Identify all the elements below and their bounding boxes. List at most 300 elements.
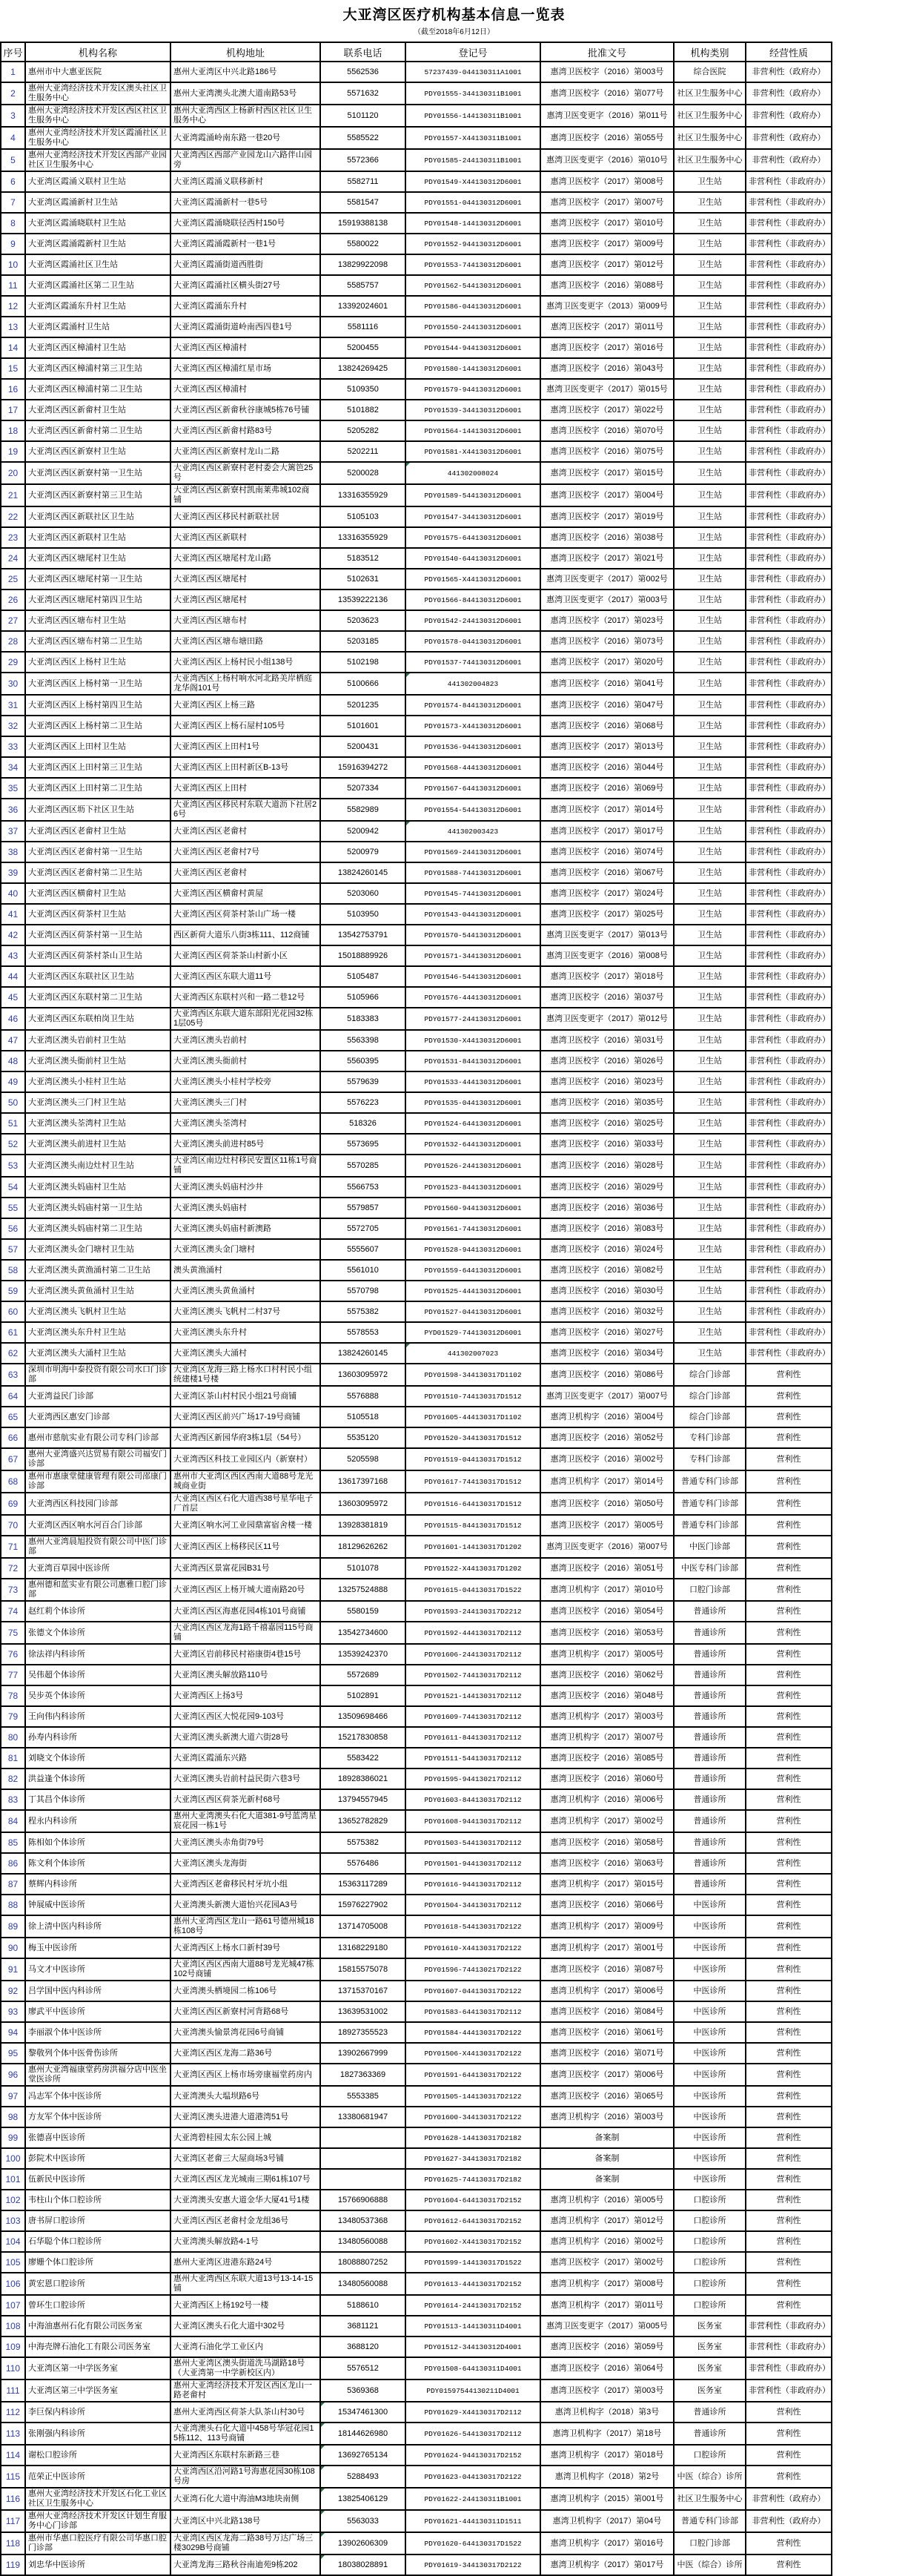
- cell-approval-no[interactable]: 惠湾卫医校字（2016）第083号: [540, 1218, 674, 1239]
- cell-category[interactable]: 专科门诊部: [674, 1427, 746, 1448]
- cell-category[interactable]: 口腔诊所: [674, 2190, 746, 2210]
- cell-institution-name[interactable]: 大亚湾区西区新畲村卫生站: [25, 400, 170, 420]
- cell-ownership[interactable]: 非营利性（非政府办）: [746, 420, 832, 441]
- cell-registration-no[interactable]: PDY01552-944130312D6001: [405, 234, 540, 254]
- cell-serial[interactable]: 23: [1, 527, 25, 548]
- cell-phone[interactable]: 5100666: [320, 673, 405, 695]
- cell-ownership[interactable]: 营利性: [746, 1407, 832, 1427]
- cell-address[interactable]: 大亚湾区西区新联村: [170, 527, 320, 548]
- cell-registration-no[interactable]: PDY01609-744130317D2112: [405, 1706, 540, 1727]
- cell-serial[interactable]: 12: [1, 296, 25, 317]
- cell-category[interactable]: 综合医院: [674, 62, 746, 82]
- cell-address[interactable]: 澳头黄渔涌村: [170, 1260, 320, 1281]
- cell-institution-name[interactable]: 孙寿内科诊所: [25, 1727, 170, 1748]
- cell-serial[interactable]: 104: [1, 2231, 25, 2252]
- cell-category[interactable]: 卫生站: [674, 213, 746, 234]
- cell-serial[interactable]: 44: [1, 966, 25, 987]
- cell-address[interactable]: 大亚湾区西区大悦花园9-103号: [170, 1706, 320, 1727]
- cell-phone[interactable]: 5562536: [320, 62, 405, 82]
- cell-institution-name[interactable]: 大亚湾区西区上田村第二卫生站: [25, 778, 170, 799]
- cell-serial[interactable]: 8: [1, 213, 25, 234]
- cell-institution-name[interactable]: 李巨保内科诊所: [25, 2402, 170, 2423]
- cell-registration-no[interactable]: PDY01577-244130312D6001: [405, 1008, 540, 1030]
- cell-phone[interactable]: 18927355523: [320, 2022, 405, 2043]
- cell-phone[interactable]: 5101078: [320, 1558, 405, 1579]
- cell-address[interactable]: 大亚湾区西区塘布塘田路: [170, 631, 320, 652]
- cell-serial[interactable]: 98: [1, 2107, 25, 2127]
- cell-approval-no[interactable]: 惠湾卫医校字（2017）第015号: [540, 462, 674, 484]
- cell-institution-name[interactable]: 大亚湾区西区塘尾村第四卫生站: [25, 589, 170, 610]
- cell-registration-no[interactable]: PDY01574-844130312D6001: [405, 695, 540, 716]
- cell-approval-no[interactable]: 惠湾卫机构字（2018）第2号: [540, 2466, 674, 2488]
- cell-category[interactable]: 社区卫生服务中心: [674, 105, 746, 127]
- cell-registration-no[interactable]: PDY01521-144130317D2112: [405, 1685, 540, 1706]
- cell-ownership[interactable]: 非营利性（非政府办）: [746, 1239, 832, 1260]
- cell-institution-name[interactable]: 大亚湾区霞涌东升村卫生站: [25, 296, 170, 317]
- cell-institution-name[interactable]: 大亚湾区西区塘尾村卫生站: [25, 548, 170, 569]
- cell-address[interactable]: 大亚湾区霞涌东兴路: [170, 1748, 320, 1768]
- cell-serial[interactable]: 62: [1, 1343, 25, 1364]
- cell-address[interactable]: 大亚湾区西区荷茶村茶山广场一楼: [170, 904, 320, 925]
- cell-approval-no[interactable]: 惠湾卫医变更字（2016）第011号: [540, 105, 674, 127]
- cell-phone[interactable]: 518326: [320, 1113, 405, 1134]
- cell-approval-no[interactable]: 惠湾卫医校字（2016）第033号: [540, 1134, 674, 1155]
- cell-approval-no[interactable]: 惠湾卫医校字（2016）第048号: [540, 1685, 674, 1706]
- cell-approval-no[interactable]: 惠湾卫医校字（2016）第070号: [540, 420, 674, 441]
- cell-registration-no[interactable]: PDY01516-644130317D1512: [405, 1493, 540, 1515]
- cell-category[interactable]: 医务室: [674, 2357, 746, 2380]
- cell-registration-no[interactable]: 441302007023: [405, 1343, 540, 1364]
- cell-phone[interactable]: 5578553: [320, 1322, 405, 1343]
- cell-registration-no[interactable]: PDY01553-744130312D6001: [405, 254, 540, 275]
- cell-institution-name[interactable]: 大亚湾西区科技园门诊部: [25, 1493, 170, 1515]
- cell-address[interactable]: 大亚湾区西区塘尾村龙山路: [170, 548, 320, 569]
- cell-approval-no[interactable]: 惠湾卫医校字（2016）第068号: [540, 716, 674, 736]
- cell-registration-no[interactable]: PDY01561-744130312D6001: [405, 1218, 540, 1239]
- cell-registration-no[interactable]: 441302003423: [405, 821, 540, 842]
- cell-phone[interactable]: 5101882: [320, 400, 405, 420]
- cell-category[interactable]: 卫生站: [674, 716, 746, 736]
- cell-institution-name[interactable]: 大亚湾区澳头衙前村卫生站: [25, 1051, 170, 1071]
- cell-institution-name[interactable]: 大亚湾区第一中学医务室: [25, 2357, 170, 2380]
- cell-category[interactable]: 口腔门诊部: [674, 1579, 746, 1601]
- cell-category[interactable]: 卫生站: [674, 462, 746, 484]
- cell-category[interactable]: 卫生站: [674, 904, 746, 925]
- cell-approval-no[interactable]: 惠湾卫医校字（2017）第024号: [540, 883, 674, 904]
- cell-category[interactable]: 普通诊所: [674, 1874, 746, 1895]
- cell-institution-name[interactable]: 大亚湾区澳头妈庙村第二卫生站: [25, 1218, 170, 1239]
- cell-institution-name[interactable]: 大亚湾区霞涌村卫生站: [25, 317, 170, 337]
- cell-institution-name[interactable]: 中海壳牌石油化工有限公司医务室: [25, 2336, 170, 2357]
- cell-approval-no[interactable]: 惠湾卫医校字（2016）第051号: [540, 1558, 674, 1579]
- cell-institution-name[interactable]: 大亚湾区西区樟浦村卫生站: [25, 337, 170, 358]
- cell-registration-no[interactable]: PDY01512-344130312D4001: [405, 2336, 540, 2357]
- cell-category[interactable]: 卫生站: [674, 1134, 746, 1155]
- cell-approval-no[interactable]: 惠湾卫机构字（2016）第003号: [540, 2107, 674, 2127]
- cell-serial[interactable]: 90: [1, 1938, 25, 1958]
- cell-category[interactable]: 普通诊所: [674, 1601, 746, 1622]
- cell-institution-name[interactable]: 赵红莉个体诊所: [25, 1601, 170, 1622]
- cell-phone[interactable]: 5582711: [320, 171, 405, 192]
- cell-registration-no[interactable]: PDY01579-944130312D6001: [405, 379, 540, 400]
- cell-serial[interactable]: 99: [1, 2127, 25, 2148]
- cell-category[interactable]: 社区卫生服务中心: [674, 149, 746, 171]
- cell-address[interactable]: 大亚湾区茶山村村民小组21号商铺: [170, 1386, 320, 1407]
- header-approval-no[interactable]: 批准文号: [540, 42, 674, 62]
- cell-address[interactable]: 大亚湾区澳头进港大道港湾51号: [170, 2107, 320, 2127]
- cell-institution-name[interactable]: 大亚湾区澳头岩前村卫生站: [25, 1030, 170, 1051]
- cell-category[interactable]: 口腔诊所: [674, 2445, 746, 2466]
- cell-ownership[interactable]: 非营利性（非政府办）: [746, 1218, 832, 1239]
- cell-ownership[interactable]: 非营利性（非政府办）: [746, 695, 832, 716]
- cell-serial[interactable]: 111: [1, 2380, 25, 2402]
- cell-institution-name[interactable]: 大亚湾区西区新寮村第一卫生站: [25, 462, 170, 484]
- cell-institution-name[interactable]: 张德文个体诊所: [25, 1622, 170, 1644]
- cell-institution-name[interactable]: 黄宏恩口腔诊所: [25, 2273, 170, 2295]
- cell-category[interactable]: 卫生站: [674, 420, 746, 441]
- cell-registration-no[interactable]: PDY01533-444130312D6001: [405, 1071, 540, 1092]
- cell-ownership[interactable]: 营利性: [746, 2148, 832, 2169]
- cell-category[interactable]: 社区卫生服务中心: [674, 82, 746, 105]
- cell-category[interactable]: 卫生站: [674, 171, 746, 192]
- cell-approval-no[interactable]: 备案制: [540, 2169, 674, 2190]
- cell-phone[interactable]: 13316355929: [320, 484, 405, 506]
- cell-ownership[interactable]: 营利性: [746, 1601, 832, 1622]
- cell-ownership[interactable]: 非营利性（政府办）: [746, 62, 832, 82]
- cell-approval-no[interactable]: 惠湾卫医校字（2016）第037号: [540, 987, 674, 1008]
- cell-approval-no[interactable]: 惠湾卫医变更字（2017）第015号: [540, 379, 674, 400]
- cell-institution-name[interactable]: 张德喜中医诊所: [25, 2127, 170, 2148]
- cell-phone[interactable]: 5572705: [320, 1218, 405, 1239]
- cell-institution-name[interactable]: 大亚湾百草园中医诊所: [25, 1558, 170, 1579]
- cell-serial[interactable]: 88: [1, 1895, 25, 1915]
- cell-category[interactable]: 社区卫生服务中心: [674, 2488, 746, 2510]
- cell-phone[interactable]: 15347461300: [320, 2402, 405, 2423]
- cell-ownership[interactable]: 非营利性（非政府办）: [746, 213, 832, 234]
- cell-phone[interactable]: 5105103: [320, 506, 405, 527]
- cell-institution-name[interactable]: 大亚湾区西区新联社区卫生站: [25, 506, 170, 527]
- cell-phone[interactable]: 5570798: [320, 1281, 405, 1301]
- cell-registration-no[interactable]: PDY01586-044130312D6001: [405, 296, 540, 317]
- cell-serial[interactable]: 37: [1, 821, 25, 842]
- cell-category[interactable]: 卫生站: [674, 1322, 746, 1343]
- cell-category[interactable]: 普通专科门诊部: [674, 1515, 746, 1536]
- cell-approval-no[interactable]: 惠湾卫医校字（2016）第038号: [540, 527, 674, 548]
- cell-address[interactable]: 大亚湾西区科技工业园区内（新寮村）: [170, 1448, 320, 1470]
- cell-phone[interactable]: 13639531002: [320, 2001, 405, 2022]
- cell-institution-name[interactable]: 曾环生口腔诊所: [25, 2295, 170, 2316]
- cell-approval-no[interactable]: 惠湾卫机构字（2017）第010号: [540, 1579, 674, 1601]
- cell-address[interactable]: 大亚湾区西区荷茶茶山村新小区: [170, 945, 320, 966]
- cell-registration-no[interactable]: PDY01566-844130312D6001: [405, 589, 540, 610]
- cell-serial[interactable]: 50: [1, 1092, 25, 1113]
- cell-approval-no[interactable]: 惠湾卫医变更字（2017）第012号: [540, 1008, 674, 1030]
- cell-serial[interactable]: 46: [1, 1008, 25, 1030]
- cell-serial[interactable]: 74: [1, 1601, 25, 1622]
- cell-institution-name[interactable]: 吴伟超个体诊所: [25, 1665, 170, 1685]
- cell-phone[interactable]: 5183383: [320, 1008, 405, 1030]
- cell-institution-name[interactable]: 大亚湾区霞涌晓联村卫生站: [25, 213, 170, 234]
- cell-registration-no[interactable]: PDY01622-244130311B1001: [405, 2488, 540, 2510]
- cell-address[interactable]: 大亚湾区西区上杨移民区11号: [170, 1536, 320, 1558]
- cell-ownership[interactable]: 非营利性（非政府办）: [746, 842, 832, 862]
- cell-serial[interactable]: 18: [1, 420, 25, 441]
- cell-approval-no[interactable]: 惠湾卫医校字（2016）第035号: [540, 1092, 674, 1113]
- cell-registration-no[interactable]: PDY01537-744130312D6001: [405, 652, 540, 673]
- cell-phone[interactable]: 13829922098: [320, 254, 405, 275]
- cell-registration-no[interactable]: PDY01567-644130312D6001: [405, 778, 540, 799]
- cell-ownership[interactable]: 营利性: [746, 2295, 832, 2316]
- cell-approval-no[interactable]: 惠湾卫医校字（2016）第028号: [540, 1155, 674, 1177]
- cell-approval-no[interactable]: 惠湾卫医校字（2017）第018号: [540, 966, 674, 987]
- cell-registration-no[interactable]: PDY01624-944130317D2152: [405, 2445, 540, 2466]
- cell-serial[interactable]: 89: [1, 1915, 25, 1938]
- cell-approval-no[interactable]: 惠湾卫医校字（2016）第071号: [540, 2043, 674, 2064]
- cell-ownership[interactable]: 非营利性（非政府办）: [746, 1008, 832, 1030]
- cell-category[interactable]: 卫生站: [674, 883, 746, 904]
- cell-approval-no[interactable]: 惠湾卫医校字（2016）第087号: [540, 1958, 674, 1981]
- header-address[interactable]: 机构地址: [170, 42, 320, 62]
- cell-ownership[interactable]: 营利性: [746, 1644, 832, 1665]
- cell-category[interactable]: 口腔诊所: [674, 2231, 746, 2252]
- header-ownership[interactable]: 经营性质: [746, 42, 832, 62]
- cell-approval-no[interactable]: 惠湾卫机构字（2017）第017号: [540, 2554, 674, 2575]
- cell-registration-no[interactable]: PDY01585-244130311B1001: [405, 149, 540, 171]
- cell-ownership[interactable]: 非营利性（非政府办）: [746, 192, 832, 213]
- cell-registration-no[interactable]: PDY01542-244130312D6001: [405, 610, 540, 631]
- cell-phone[interactable]: 15815575078: [320, 1958, 405, 1981]
- cell-approval-no[interactable]: 备案制: [540, 2127, 674, 2148]
- cell-serial[interactable]: 42: [1, 925, 25, 945]
- cell-institution-name[interactable]: 大亚湾区西区新畲村第二卫生站: [25, 420, 170, 441]
- cell-address[interactable]: 大亚湾碧桂园太东公园上城: [170, 2127, 320, 2148]
- cell-category[interactable]: 社区卫生服务中心: [674, 127, 746, 149]
- cell-phone[interactable]: 5566753: [320, 1177, 405, 1198]
- cell-serial[interactable]: 84: [1, 1810, 25, 1832]
- cell-ownership[interactable]: 营利性: [746, 2423, 832, 2445]
- cell-institution-name[interactable]: 大亚湾区澳头金门塘村卫生站: [25, 1239, 170, 1260]
- cell-category[interactable]: 卫生站: [674, 275, 746, 296]
- cell-ownership[interactable]: 非营利性（非政府办）: [746, 171, 832, 192]
- cell-phone[interactable]: 13509698466: [320, 1706, 405, 1727]
- cell-serial[interactable]: 1: [1, 62, 25, 82]
- cell-phone[interactable]: 5207334: [320, 778, 405, 799]
- cell-registration-no[interactable]: PDY01515-844130317D1512: [405, 1515, 540, 1536]
- cell-address[interactable]: 大亚湾西区东联大道东部阳光花园32栋1层05号: [170, 1008, 320, 1030]
- cell-ownership[interactable]: 非营利性（非政府办）: [746, 1134, 832, 1155]
- cell-phone[interactable]: 3688120: [320, 2336, 405, 2357]
- cell-address[interactable]: 大亚湾区霞涌东升村: [170, 296, 320, 317]
- cell-institution-name[interactable]: 刘晓文个体诊所: [25, 1748, 170, 1768]
- cell-address[interactable]: 大亚湾区西区新畲秋谷康城5栋76号铺: [170, 400, 320, 420]
- cell-serial[interactable]: 69: [1, 1493, 25, 1515]
- cell-approval-no[interactable]: 惠湾卫机构字（2016）第006号: [540, 1789, 674, 1810]
- cell-institution-name[interactable]: 大亚湾区澳头荃湾村卫生站: [25, 1113, 170, 1134]
- cell-serial[interactable]: 83: [1, 1789, 25, 1810]
- cell-approval-no[interactable]: 惠湾卫医校字（2016）第053号: [540, 1622, 674, 1644]
- cell-category[interactable]: 普通诊所: [674, 1622, 746, 1644]
- cell-phone[interactable]: 13480560088: [320, 2231, 405, 2252]
- cell-phone[interactable]: 5583422: [320, 1748, 405, 1768]
- cell-phone[interactable]: 13902667999: [320, 2043, 405, 2064]
- cell-ownership[interactable]: 非营利性（非政府办）: [746, 2357, 832, 2380]
- cell-ownership[interactable]: 营利性: [746, 1427, 832, 1448]
- cell-approval-no[interactable]: 惠湾卫医校字（2017）第016号: [540, 337, 674, 358]
- cell-address[interactable]: 惠州大亚湾西区上杨新村西区社区卫生服务中心: [170, 105, 320, 127]
- cell-ownership[interactable]: 非营利性（非政府办）: [746, 589, 832, 610]
- cell-registration-no[interactable]: PDY01510-744130317D1512: [405, 1386, 540, 1407]
- cell-approval-no[interactable]: 惠湾卫机构字（2017）第003号: [540, 1706, 674, 1727]
- cell-serial[interactable]: 38: [1, 842, 25, 862]
- cell-phone[interactable]: 5102891: [320, 1685, 405, 1706]
- cell-category[interactable]: 卫生站: [674, 569, 746, 589]
- cell-serial[interactable]: 28: [1, 631, 25, 652]
- cell-category[interactable]: 卫生站: [674, 987, 746, 1008]
- cell-approval-no[interactable]: 惠湾卫医变更字（2016）第007号: [540, 1536, 674, 1558]
- cell-approval-no[interactable]: 惠湾卫医校字（2016）第065号: [540, 2086, 674, 2107]
- cell-institution-name[interactable]: 梅玉中医诊所: [25, 1938, 170, 1958]
- cell-registration-no[interactable]: PDY01600-344130317D2122: [405, 2107, 540, 2127]
- cell-address[interactable]: 大亚湾区西区移民村东联大道沥下社居26号: [170, 799, 320, 821]
- cell-address[interactable]: 大亚湾区澳头龙海街: [170, 1853, 320, 1874]
- cell-address[interactable]: 大亚湾区霞涌街道西胜街: [170, 254, 320, 275]
- cell-approval-no[interactable]: 惠湾卫机构字（2017）第007号: [540, 1727, 674, 1748]
- cell-category[interactable]: 卫生站: [674, 234, 746, 254]
- cell-institution-name[interactable]: 大亚湾区澳头飞帆村卫生站: [25, 1301, 170, 1322]
- cell-category[interactable]: 卫生站: [674, 441, 746, 462]
- cell-approval-no[interactable]: 惠湾卫机构字（2015）第001号: [540, 2488, 674, 2510]
- cell-category[interactable]: 卫生站: [674, 379, 746, 400]
- cell-institution-name[interactable]: 惠州德和蓝实业有限公司惠雅口腔门诊部: [25, 1579, 170, 1601]
- cell-serial[interactable]: 19: [1, 441, 25, 462]
- cell-address[interactable]: 大亚湾区西区东联大道11号: [170, 966, 320, 987]
- cell-registration-no[interactable]: PDY01544-944130312D6001: [405, 337, 540, 358]
- cell-ownership[interactable]: 非营利性（非政府办）: [746, 1113, 832, 1134]
- cell-approval-no[interactable]: 惠湾卫机构字（2018）第3号: [540, 2402, 674, 2423]
- cell-address[interactable]: 大亚湾区澳头飞帆村二村37号: [170, 1301, 320, 1322]
- cell-phone[interactable]: 13714705008: [320, 1915, 405, 1938]
- cell-serial[interactable]: 40: [1, 883, 25, 904]
- cell-address[interactable]: 大亚湾区霞涌新村一巷5号: [170, 192, 320, 213]
- cell-phone[interactable]: [320, 2148, 405, 2169]
- cell-institution-name[interactable]: 惠州大亚湾经济技术开发区霞涌社区卫生服务中心: [25, 127, 170, 149]
- cell-phone[interactable]: 15919388138: [320, 213, 405, 234]
- cell-ownership[interactable]: 非营利性（非政府办）: [746, 987, 832, 1008]
- cell-category[interactable]: 普通专科门诊部: [674, 1493, 746, 1515]
- cell-phone[interactable]: 13902606309: [320, 2532, 405, 2554]
- cell-institution-name[interactable]: 吴步英个体诊所: [25, 1685, 170, 1706]
- cell-institution-name[interactable]: 惠州大亚湾经济技术开发区石化工业区社区卫生服务中心: [25, 2488, 170, 2510]
- cell-serial[interactable]: 63: [1, 1364, 25, 1386]
- cell-category[interactable]: 卫生站: [674, 1177, 746, 1198]
- cell-institution-name[interactable]: 大亚湾区西区东联村第二卫生站: [25, 987, 170, 1008]
- cell-category[interactable]: 卫生站: [674, 925, 746, 945]
- cell-phone[interactable]: 5563398: [320, 1030, 405, 1051]
- cell-registration-no[interactable]: PDY01593-244130317D2212: [405, 1601, 540, 1622]
- cell-category[interactable]: 卫生站: [674, 736, 746, 757]
- cell-approval-no[interactable]: 惠湾卫医变更字（2017）第002号: [540, 569, 674, 589]
- cell-ownership[interactable]: 营利性: [746, 1665, 832, 1685]
- cell-ownership[interactable]: 非营利性（政府办）: [746, 2488, 832, 2510]
- cell-approval-no[interactable]: 惠湾卫机构字（2016）第004号: [540, 1407, 674, 1427]
- cell-registration-no[interactable]: PDY01581-X44130312D6001: [405, 441, 540, 462]
- cell-serial[interactable]: 60: [1, 1301, 25, 1322]
- cell-institution-name[interactable]: 大亚湾区西区塘布村第二卫生站: [25, 631, 170, 652]
- cell-registration-no[interactable]: PDY01596-744130217D2122: [405, 1958, 540, 1981]
- cell-phone[interactable]: 13539222136: [320, 589, 405, 610]
- cell-address[interactable]: 大亚湾澳头栖境园二栋106号: [170, 1981, 320, 2001]
- cell-approval-no[interactable]: 惠湾卫医校字（2016）第047号: [540, 695, 674, 716]
- cell-category[interactable]: 普通诊所: [674, 1727, 746, 1748]
- cell-category[interactable]: 卫生站: [674, 589, 746, 610]
- cell-ownership[interactable]: 非营利性（非政府办）: [746, 1322, 832, 1343]
- cell-serial[interactable]: 110: [1, 2357, 25, 2380]
- cell-address[interactable]: 大亚湾区霞涌霞新村一巷1号: [170, 234, 320, 254]
- cell-serial[interactable]: 52: [1, 1134, 25, 1155]
- cell-serial[interactable]: 27: [1, 610, 25, 631]
- cell-serial[interactable]: 35: [1, 778, 25, 799]
- cell-institution-name[interactable]: 大亚湾区西区老畲村卫生站: [25, 821, 170, 842]
- cell-serial[interactable]: 25: [1, 569, 25, 589]
- cell-category[interactable]: 中医诊所: [674, 2001, 746, 2022]
- cell-ownership[interactable]: 非营利性（非政府办）: [746, 862, 832, 883]
- cell-category[interactable]: 中医诊所: [674, 2086, 746, 2107]
- cell-serial[interactable]: 96: [1, 2064, 25, 2086]
- cell-institution-name[interactable]: 彭院术中医诊所: [25, 2148, 170, 2169]
- cell-phone[interactable]: 5200431: [320, 736, 405, 757]
- cell-institution-name[interactable]: 大亚湾区西区横畲村卫生站: [25, 883, 170, 904]
- cell-category[interactable]: 口腔诊所: [674, 2295, 746, 2316]
- cell-phone[interactable]: 5188610: [320, 2295, 405, 2316]
- cell-registration-no[interactable]: PDY01597544130211D4001: [405, 2380, 540, 2402]
- cell-address[interactable]: 大亚湾区澳头赤角街79号: [170, 1832, 320, 1853]
- header-phone[interactable]: 联系电话: [320, 42, 405, 62]
- cell-category[interactable]: 普通诊所: [674, 2402, 746, 2423]
- cell-ownership[interactable]: 非营利性（政府办）: [746, 127, 832, 149]
- cell-registration-no[interactable]: 57237439-044130311A1001: [405, 62, 540, 82]
- cell-phone[interactable]: [320, 2127, 405, 2148]
- cell-registration-no[interactable]: PDY01628-144130317D2182: [405, 2127, 540, 2148]
- cell-approval-no[interactable]: 惠湾卫医校字（2017）第013号: [540, 736, 674, 757]
- cell-institution-name[interactable]: 大亚湾区澳头三门村卫生站: [25, 1092, 170, 1113]
- cell-address[interactable]: 大亚湾区澳头小桂村学校旁: [170, 1071, 320, 1092]
- cell-category[interactable]: 卫生站: [674, 757, 746, 778]
- cell-institution-name[interactable]: 李丽淑个体中医诊所: [25, 2022, 170, 2043]
- cell-institution-name[interactable]: 惠州市慈航实业有限公司专科门诊部: [25, 1427, 170, 1448]
- cell-address[interactable]: 大亚湾区澳头妈庙村沙井: [170, 1177, 320, 1198]
- cell-registration-no[interactable]: PDY01625-744130317D2182: [405, 2169, 540, 2190]
- cell-address[interactable]: 大亚湾区西区西南大道88号龙光城47栋102号商铺: [170, 1958, 320, 1981]
- cell-institution-name[interactable]: 韦柱山个体口腔诊所: [25, 2190, 170, 2210]
- cell-ownership[interactable]: 非营利性（非政府办）: [746, 821, 832, 842]
- cell-institution-name[interactable]: 范荣正中医诊所: [25, 2466, 170, 2488]
- cell-registration-no[interactable]: PYD01529-744130312D6001: [405, 1322, 540, 1343]
- cell-registration-no[interactable]: PDY01571-344130312D6001: [405, 945, 540, 966]
- cell-approval-no[interactable]: 惠湾卫医校字（2016）第029号: [540, 1177, 674, 1198]
- cell-institution-name[interactable]: 大亚湾区西区上田村卫生站: [25, 736, 170, 757]
- cell-ownership[interactable]: 营利性: [746, 1622, 832, 1644]
- cell-ownership[interactable]: 非营利性（非政府办）: [746, 462, 832, 484]
- cell-address[interactable]: 大亚湾区澳头东升村: [170, 1322, 320, 1343]
- cell-institution-name[interactable]: 大亚湾区澳头大涌村卫生站: [25, 1343, 170, 1364]
- cell-approval-no[interactable]: 惠湾卫医校字（2016）第032号: [540, 1301, 674, 1322]
- cell-ownership[interactable]: 非营利性（非政府办）: [746, 1281, 832, 1301]
- cell-institution-name[interactable]: 大亚湾区澳头妈庙村卫生站: [25, 1177, 170, 1198]
- cell-serial[interactable]: 109: [1, 2336, 25, 2357]
- cell-address[interactable]: 惠州大亚湾区中兴北路186号: [170, 62, 320, 82]
- cell-address[interactable]: 惠州市大亚湾区西区西南大道88号龙光城商业街: [170, 1470, 320, 1493]
- cell-address[interactable]: 大亚湾区澳头大涌村: [170, 1343, 320, 1364]
